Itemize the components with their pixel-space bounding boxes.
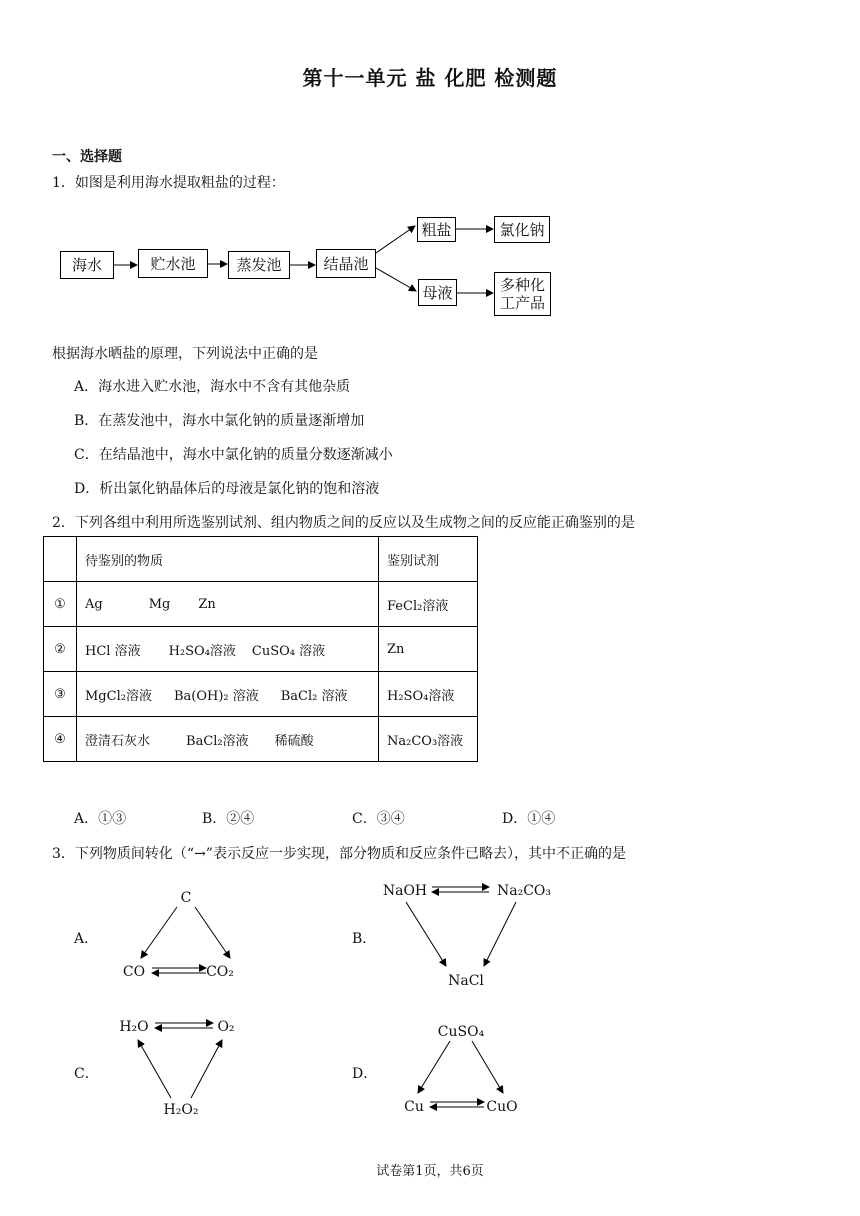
flow-box-evaporation-pool: 蒸发池 <box>228 251 290 279</box>
q3-option-c-label[interactable]: C． <box>74 1066 99 1082</box>
substance: HCl 溶液 <box>85 643 141 659</box>
substance: Ba(OH)₂ 溶液 <box>173 688 259 704</box>
table-header-reagent: 鉴别试剂 <box>379 537 478 582</box>
row-number: ① <box>44 582 77 627</box>
diagram-c-bottom: H₂O₂ <box>163 1102 199 1118</box>
diagram-b <box>383 883 551 989</box>
page-title: 第十一单元 盐 化肥 检测题 <box>302 66 558 90</box>
flow-box-storage-pool: 贮水池 <box>138 249 208 278</box>
flow-box-seawater: 海水 <box>60 251 114 279</box>
page-footer: 试卷第1页，共6页 <box>376 1164 484 1179</box>
row-reagent: FeCl₂溶液 <box>379 582 478 627</box>
diagram-a <box>123 890 234 980</box>
diagram-d-right: CuO <box>486 1099 518 1115</box>
q3-option-a-label[interactable]: A． <box>74 931 99 947</box>
row-number: ④ <box>44 717 77 762</box>
table-header-substances: 待鉴别的物质 <box>77 537 379 582</box>
substance: 澄清石灰水 <box>85 733 151 749</box>
substance: H₂SO₄溶液 <box>168 643 236 659</box>
flow-box-mother-liquor: 母液 <box>418 279 457 306</box>
substance: CuSO₄ 溶液 <box>251 643 326 659</box>
q1-prompt: 根据海水晒盐的原理，下列说法中正确的是 <box>52 346 318 362</box>
substance: Ag <box>85 596 103 612</box>
arrow <box>418 1041 450 1093</box>
diagram-d-left: Cu <box>404 1099 424 1115</box>
flow-box-crystallization-pool: 结晶池 <box>316 249 376 278</box>
q1-option-c[interactable]: C．在结晶池中，海水中氯化钠的质量分数逐渐减小 <box>74 447 393 463</box>
substance: MgCl₂溶液 <box>85 688 152 704</box>
arrow <box>484 902 516 966</box>
substance: Mg <box>148 596 171 612</box>
row-number: ③ <box>44 672 77 717</box>
arrow <box>191 1040 222 1098</box>
substance: Zn <box>198 596 216 612</box>
q1-option-a[interactable]: A．海水进入贮水池，海水中不含有其他杂质 <box>74 379 351 395</box>
flow-box-sodium-chloride: 氯化钠 <box>494 216 550 243</box>
arrow <box>138 1040 171 1098</box>
diagram-b-bottom: NaCl <box>448 973 484 989</box>
diagram-d <box>404 1024 517 1115</box>
substance: BaCl₂ 溶液 <box>280 688 348 704</box>
arrow <box>141 907 177 958</box>
row-number: ② <box>44 627 77 672</box>
q1-stem: 1．如图是利用海水提取粗盐的过程： <box>52 175 285 191</box>
diagram-a-left: CO <box>122 964 146 980</box>
diagram-b-right: Na₂CO₃ <box>496 883 552 899</box>
diagram-c <box>119 1019 234 1118</box>
diagram-c-left: H₂O <box>119 1019 149 1035</box>
diagram-c-right: O₂ <box>217 1019 235 1035</box>
row-reagent: H₂SO₄溶液 <box>379 672 478 717</box>
flow-box-chemical-products-line2: 工产品 <box>499 294 545 312</box>
substance: 稀硫酸 <box>274 733 314 749</box>
q3-option-b-label[interactable]: B． <box>352 931 377 947</box>
substance: BaCl₂溶液 <box>186 733 249 749</box>
flow-box-chemical-products-line1: 多种化 <box>499 276 545 294</box>
q3-option-d-label[interactable]: D． <box>352 1066 378 1082</box>
q3-stem: 3．下列物质间转化（“→”表示反应一步实现，部分物质和反应条件已略去），其中不正确的是 <box>52 846 626 862</box>
diagram-b-left: NaOH <box>382 883 428 899</box>
q2-answer-a[interactable]: A．①③ <box>74 811 127 827</box>
q2-answer-d[interactable]: D．①④ <box>502 811 556 827</box>
q2-stem: 2．下列各组中利用所选鉴别试剂、组内物质之间的反应以及生成物之间的反应能正确鉴别的是 <box>52 515 635 531</box>
diagram-a-top: C <box>180 890 192 906</box>
arrow <box>406 902 446 966</box>
section-heading: 一、选择题 <box>52 149 122 165</box>
diagram-a-right: CO₂ <box>206 964 234 980</box>
arrow <box>195 907 230 958</box>
row-reagent: Zn <box>379 627 478 672</box>
row-reagent: Na₂CO₃溶液 <box>379 717 478 762</box>
flow-box-crude-salt: 粗盐 <box>417 217 456 242</box>
diagram-d-top: CuSO₄ <box>437 1024 485 1040</box>
q2-answer-b[interactable]: B．②④ <box>202 811 255 827</box>
q1-option-d[interactable]: D．析出氯化钠晶体后的母液是氯化钠的饱和溶液 <box>74 481 380 497</box>
arrow <box>472 1041 503 1093</box>
q2-answer-c[interactable]: C．③④ <box>352 811 405 827</box>
q1-option-b[interactable]: B．在蒸发池中，海水中氯化钠的质量逐渐增加 <box>74 413 365 429</box>
